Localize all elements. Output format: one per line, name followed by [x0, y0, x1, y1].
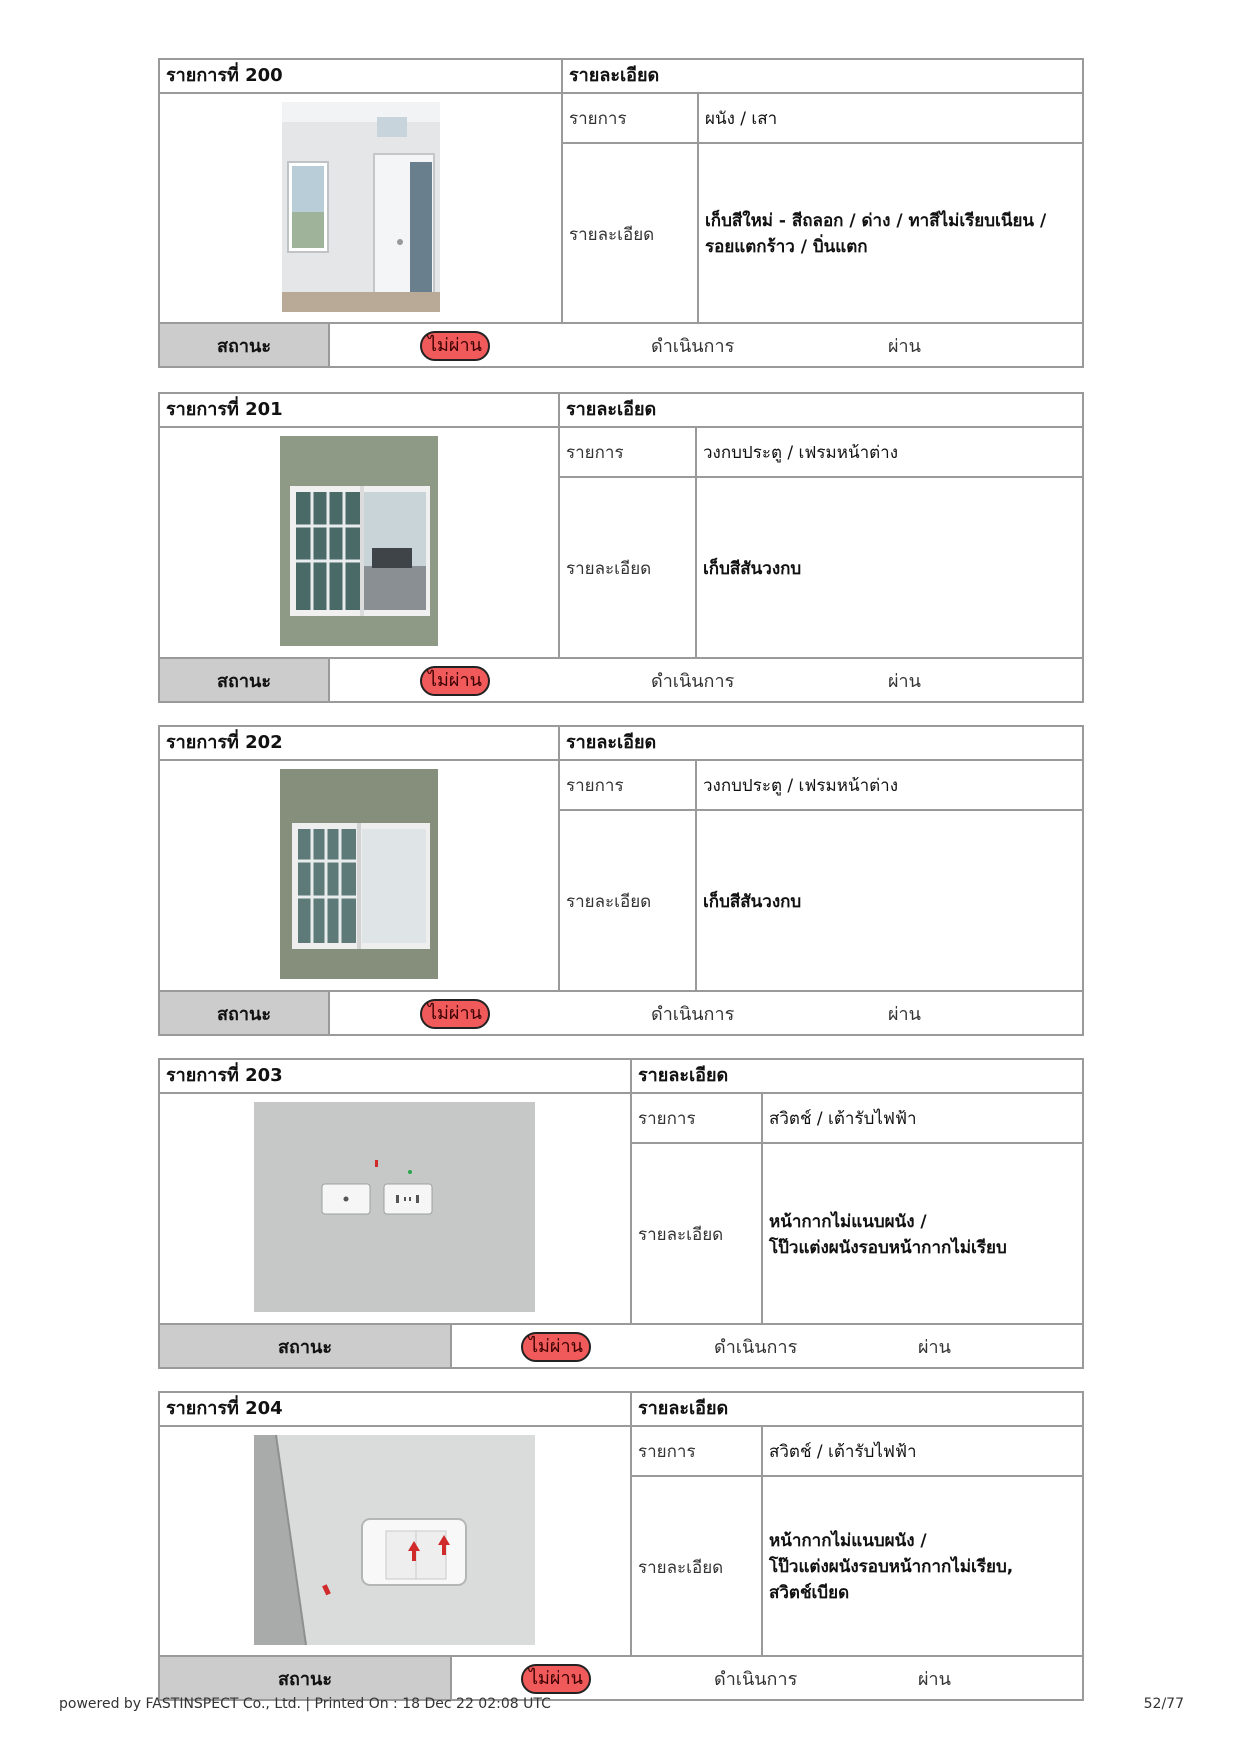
status-option-pass[interactable]: ผ่าน [918, 1668, 951, 1690]
detail-row [563, 144, 1082, 324]
detail-panel [561, 94, 1082, 324]
footer-credit: powered by FASTINSPECT Co., Ltd. | Printed On : 18 Dec 22 02:08 UTC [59, 1696, 551, 1712]
item-label: รายการ [638, 1441, 696, 1462]
detail-line: เก็บสีสันวงกบ [703, 891, 802, 912]
status-bar [160, 990, 1082, 1034]
status-option-pass[interactable]: ผ่าน [918, 1336, 951, 1358]
detail-header: รายละเอียด [630, 1060, 1082, 1092]
detail-value [761, 1144, 1082, 1325]
status-option-in-progress[interactable]: ดำเนินการ [714, 1336, 798, 1358]
status-option-in-progress[interactable]: ดำเนินการ [651, 335, 735, 357]
item-row [632, 1427, 1082, 1477]
card-header [160, 60, 1082, 94]
status-label: สถานะ [160, 992, 330, 1034]
status-label: สถานะ [160, 1657, 452, 1699]
detail-header: รายละเอียด [561, 60, 1082, 92]
inspection-item-card [158, 392, 1084, 703]
status-option-fail[interactable]: ไม่ผ่าน [420, 331, 490, 361]
inspection-item-card [158, 1391, 1084, 1701]
detail-line: โป๊วแต่งผนังรอบหน้ากากไม่เรียบ, [769, 1557, 1014, 1577]
detail-label: รายละเอียด [569, 224, 655, 245]
photo-cell [160, 1427, 630, 1657]
inspection-photo[interactable] [280, 436, 438, 646]
detail-row [632, 1477, 1082, 1657]
inspection-item-card [158, 1058, 1084, 1369]
status-bar [160, 1323, 1082, 1367]
inspection-photo[interactable] [280, 769, 438, 979]
status-option-fail[interactable]: ไม่ผ่าน [521, 1332, 591, 1362]
item-value: วงกบประตู / เฟรมหน้าต่าง [695, 428, 1082, 476]
status-option-fail[interactable]: ไม่ผ่าน [420, 666, 490, 696]
item-title: รายการที่ 201 [166, 399, 283, 420]
photo-cell [160, 428, 558, 659]
detail-line: หน้ากากไม่แนบผนัง / [769, 1211, 927, 1232]
detail-panel [558, 761, 1082, 992]
detail-line: เก็บสีใหม่ - สีถลอก / ด่าง / ทาสีไม่เรียบเนียน / [705, 211, 1047, 231]
detail-label: รายละเอียด [566, 892, 652, 912]
status-option-in-progress[interactable]: ดำเนินการ [651, 1003, 735, 1025]
detail-panel [630, 1094, 1082, 1325]
status-option-fail[interactable]: ไม่ผ่าน [420, 999, 490, 1029]
detail-row [560, 811, 1082, 992]
status-label: สถานะ [160, 1325, 452, 1367]
item-value: ผนัง / เสา [697, 94, 1082, 142]
status-option-in-progress[interactable]: ดำเนินการ [714, 1668, 798, 1690]
inspection-photo[interactable] [254, 1102, 535, 1312]
detail-panel [558, 428, 1082, 659]
photo-cell [160, 1094, 630, 1325]
item-label: รายการ [566, 442, 624, 463]
detail-row [560, 478, 1082, 659]
item-row [560, 428, 1082, 478]
detail-row [632, 1144, 1082, 1325]
detail-value [697, 144, 1082, 324]
item-title: รายการที่ 202 [166, 732, 283, 753]
item-row [560, 761, 1082, 811]
item-title: รายการที่ 203 [166, 1065, 283, 1086]
item-label: รายการ [638, 1108, 696, 1129]
item-value: สวิตช์ / เต้ารับไฟฟ้า [761, 1094, 1082, 1142]
page-number: 52/77 [1143, 1696, 1184, 1712]
status-option-pass[interactable]: ผ่าน [888, 335, 921, 357]
detail-line: รอยแตกร้าว / บิ่นแตก [705, 237, 868, 257]
photo-cell [160, 94, 561, 324]
detail-header: รายละเอียด [558, 394, 1082, 426]
status-option-pass[interactable]: ผ่าน [888, 670, 921, 692]
item-label: รายการ [566, 775, 624, 796]
detail-label: รายละเอียด [566, 559, 652, 579]
card-header [160, 1393, 1082, 1427]
detail-value [695, 478, 1082, 659]
inspection-photo[interactable] [282, 102, 440, 312]
item-row [632, 1094, 1082, 1144]
item-title: รายการที่ 200 [166, 65, 283, 86]
detail-line: เก็บสีสันวงกบ [703, 558, 802, 579]
detail-line: สวิตช์เบียด [769, 1583, 850, 1603]
inspection-item-card [158, 58, 1084, 368]
item-label: รายการ [569, 108, 627, 129]
detail-line: หน้ากากไม่แนบผนัง / [769, 1531, 927, 1551]
status-option-fail[interactable]: ไม่ผ่าน [521, 1664, 591, 1694]
detail-value [695, 811, 1082, 992]
detail-header: รายละเอียด [558, 727, 1082, 759]
status-bar [160, 1655, 1082, 1699]
status-bar [160, 657, 1082, 701]
status-label: สถานะ [160, 659, 330, 701]
status-label: สถานะ [160, 324, 330, 366]
item-row [563, 94, 1082, 144]
detail-header: รายละเอียด [630, 1393, 1082, 1425]
status-bar [160, 322, 1082, 366]
detail-label: รายละเอียด [638, 1557, 724, 1578]
item-title: รายการที่ 204 [166, 1398, 283, 1419]
inspection-photo[interactable] [254, 1435, 535, 1645]
detail-label: รายละเอียด [638, 1225, 724, 1245]
status-option-in-progress[interactable]: ดำเนินการ [651, 670, 735, 692]
card-header [160, 1060, 1082, 1094]
photo-cell [160, 761, 558, 992]
detail-panel [630, 1427, 1082, 1657]
card-header [160, 394, 1082, 428]
inspection-item-card [158, 725, 1084, 1036]
card-header [160, 727, 1082, 761]
detail-value [761, 1477, 1082, 1657]
detail-line: โป๊วแต่งผนังรอบหน้ากากไม่เรียบ [769, 1237, 1007, 1258]
status-option-pass[interactable]: ผ่าน [888, 1003, 921, 1025]
item-value: วงกบประตู / เฟรมหน้าต่าง [695, 761, 1082, 809]
item-value: สวิตช์ / เต้ารับไฟฟ้า [761, 1427, 1082, 1475]
